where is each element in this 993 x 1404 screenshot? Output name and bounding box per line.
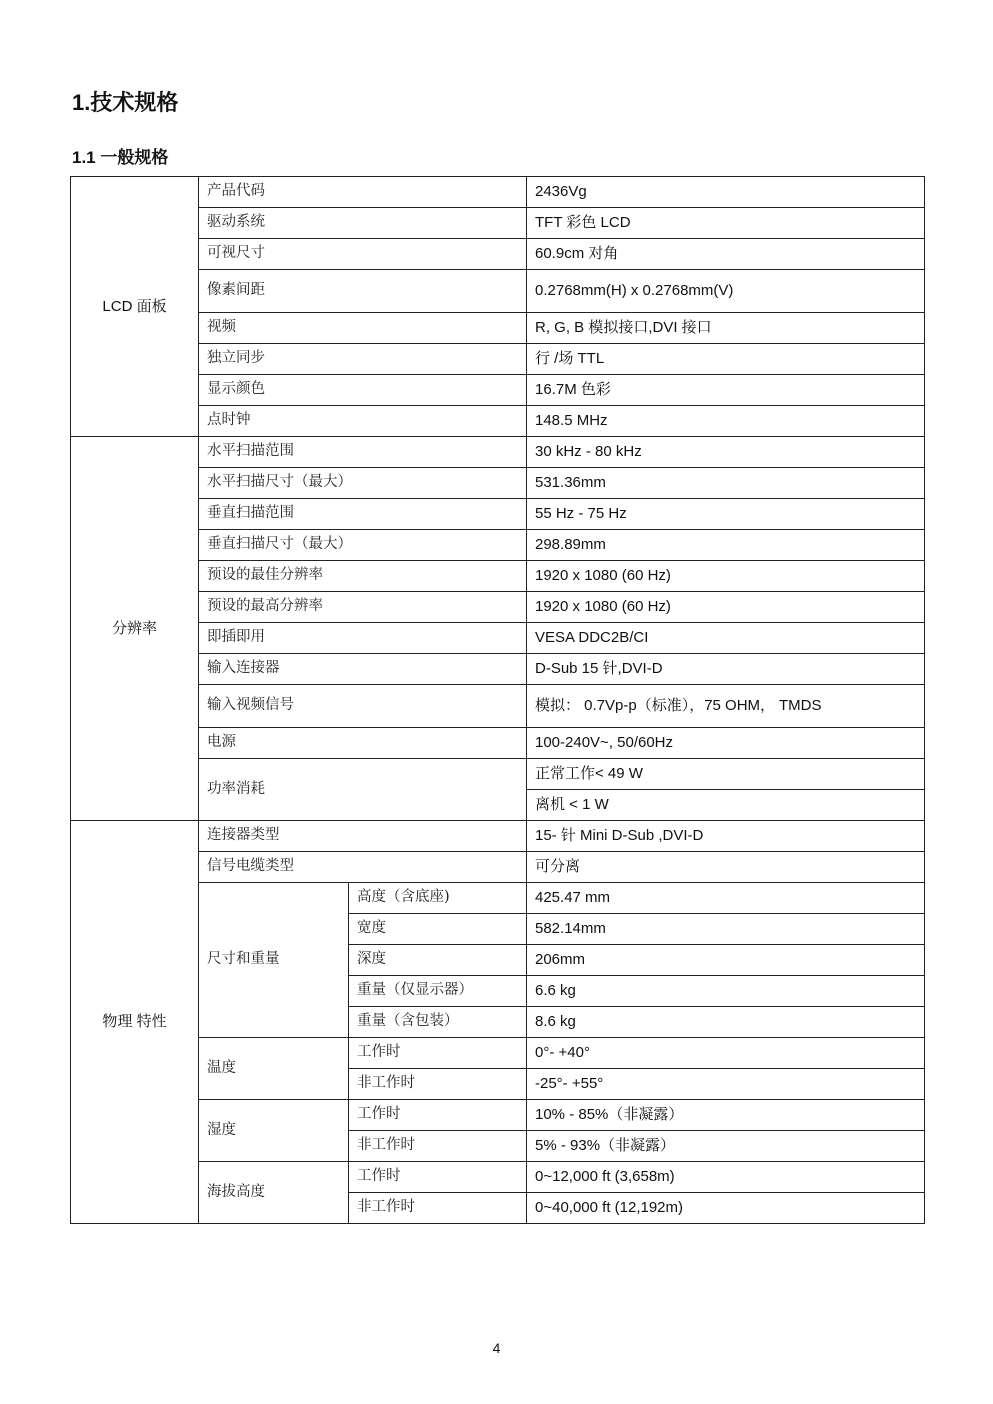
spec-value: R, G, B 模拟接口,DVI 接口 <box>527 313 925 344</box>
table-row <box>71 852 925 883</box>
spec-value: 206mm <box>527 945 925 976</box>
spec-label: 独立同步 <box>199 344 527 375</box>
humidity-label: 湿度 <box>199 1100 349 1162</box>
spec-value: TFT 彩色 LCD <box>527 208 925 239</box>
table-row <box>71 1100 925 1131</box>
subsection-heading: 1.1 一般规格 <box>72 148 169 167</box>
spec-sublabel: 宽度 <box>349 914 527 945</box>
table-row <box>71 530 925 561</box>
table-row <box>71 561 925 592</box>
spec-value: 16.7M 色彩 <box>527 375 925 406</box>
spec-value: D-Sub 15 针,DVI-D <box>527 654 925 685</box>
spec-sublabel: 深度 <box>349 945 527 976</box>
spec-label: 可视尺寸 <box>199 239 527 270</box>
spec-label: 信号电缆类型 <box>199 852 527 883</box>
table-row <box>71 375 925 406</box>
spec-value: 0°- +40° <box>527 1038 925 1069</box>
spec-sublabel: 重量（含包装） <box>349 1007 527 1038</box>
spec-value: 1920 x 1080 (60 Hz) <box>527 592 925 623</box>
section-heading: 1.技术规格 <box>72 90 179 115</box>
spec-value: 60.9cm 对角 <box>527 239 925 270</box>
spec-value: 0~40,000 ft (12,192m) <box>527 1193 925 1224</box>
spec-sublabel: 非工作时 <box>349 1131 527 1162</box>
table-row <box>71 208 925 239</box>
spec-sublabel: 非工作时 <box>349 1069 527 1100</box>
table-row <box>71 1162 925 1193</box>
spec-value: 8.6 kg <box>527 1007 925 1038</box>
spec-value: 298.89mm <box>527 530 925 561</box>
spec-label: 连接器类型 <box>199 821 527 852</box>
spec-label: 水平扫描范围 <box>199 437 527 468</box>
table-row <box>71 239 925 270</box>
spec-value: VESA DDC2B/CI <box>527 623 925 654</box>
altitude-label: 海拔高度 <box>199 1162 349 1224</box>
table-row <box>71 685 925 728</box>
spec-label: 产品代码 <box>199 177 527 208</box>
spec-value: 模拟： 0.7Vp-p（标准），75 OHM， TMDS <box>527 685 925 728</box>
table-row <box>71 468 925 499</box>
spec-label: 驱动系统 <box>199 208 527 239</box>
category-resolution: 分辨率 <box>71 437 199 821</box>
spec-label: 输入视频信号 <box>199 685 527 728</box>
table-row <box>71 437 925 468</box>
spec-sublabel: 重量（仅显示器） <box>349 976 527 1007</box>
spec-value: 148.5 MHz <box>527 406 925 437</box>
category-physical: 物理 特性 <box>71 821 199 1224</box>
spec-value: 100-240V~, 50/60Hz <box>527 728 925 759</box>
spec-label: 预设的最佳分辨率 <box>199 561 527 592</box>
spec-value: 行 /场 TTL <box>527 344 925 375</box>
table-row <box>71 654 925 685</box>
table-row <box>71 883 925 914</box>
spec-label: 点时钟 <box>199 406 527 437</box>
spec-value: 2436Vg <box>527 177 925 208</box>
spec-label: 电源 <box>199 728 527 759</box>
temperature-label: 温度 <box>199 1038 349 1100</box>
spec-label: 输入连接器 <box>199 654 527 685</box>
spec-value: -25°- +55° <box>527 1069 925 1100</box>
power-off-value: 离机 < 1 W <box>527 790 925 821</box>
spec-label: 水平扫描尺寸（最大） <box>199 468 527 499</box>
spec-value: 5% - 93%（非凝露） <box>527 1131 925 1162</box>
spec-sublabel: 非工作时 <box>349 1193 527 1224</box>
page-number: 4 <box>492 1340 501 1356</box>
spec-sublabel: 工作时 <box>349 1100 527 1131</box>
spec-label: 视频 <box>199 313 527 344</box>
dimensions-label: 尺寸和重量 <box>199 883 349 1038</box>
spec-label: 显示颜色 <box>199 375 527 406</box>
spec-sublabel: 工作时 <box>349 1162 527 1193</box>
spec-value: 531.36mm <box>527 468 925 499</box>
table-row <box>71 821 925 852</box>
table-row <box>71 177 925 208</box>
spec-sublabel: 高度（含底座) <box>349 883 527 914</box>
spec-label: 预设的最高分辨率 <box>199 592 527 623</box>
spec-label: 即插即用 <box>199 623 527 654</box>
power-normal-value: 正常工作< 49 W <box>527 759 925 790</box>
table-row <box>71 728 925 759</box>
spec-value: 582.14mm <box>527 914 925 945</box>
table-row <box>71 313 925 344</box>
table-row <box>71 406 925 437</box>
spec-value: 0~12,000 ft (3,658m) <box>527 1162 925 1193</box>
spec-table <box>70 176 925 1224</box>
table-row <box>71 623 925 654</box>
spec-label: 垂直扫描尺寸（最大） <box>199 530 527 561</box>
category-lcd: LCD 面板 <box>71 177 199 437</box>
table-row <box>71 499 925 530</box>
spec-value: 1920 x 1080 (60 Hz) <box>527 561 925 592</box>
spec-value: 30 kHz - 80 kHz <box>527 437 925 468</box>
spec-value: 6.6 kg <box>527 976 925 1007</box>
spec-value: 55 Hz - 75 Hz <box>527 499 925 530</box>
spec-sublabel: 工作时 <box>349 1038 527 1069</box>
table-row <box>71 759 925 790</box>
table-row <box>71 344 925 375</box>
spec-value: 可分离 <box>527 852 925 883</box>
spec-value: 0.2768mm(H) x 0.2768mm(V) <box>527 270 925 313</box>
power-label: 功率消耗 <box>199 759 527 821</box>
spec-label: 像素间距 <box>199 270 527 313</box>
table-row <box>71 592 925 623</box>
spec-value: 425.47 mm <box>527 883 925 914</box>
table-row <box>71 1038 925 1069</box>
table-row <box>71 270 925 313</box>
spec-value: 15- 针 Mini D-Sub ,DVI-D <box>527 821 925 852</box>
spec-value: 10% - 85%（非凝露） <box>527 1100 925 1131</box>
spec-label: 垂直扫描范围 <box>199 499 527 530</box>
